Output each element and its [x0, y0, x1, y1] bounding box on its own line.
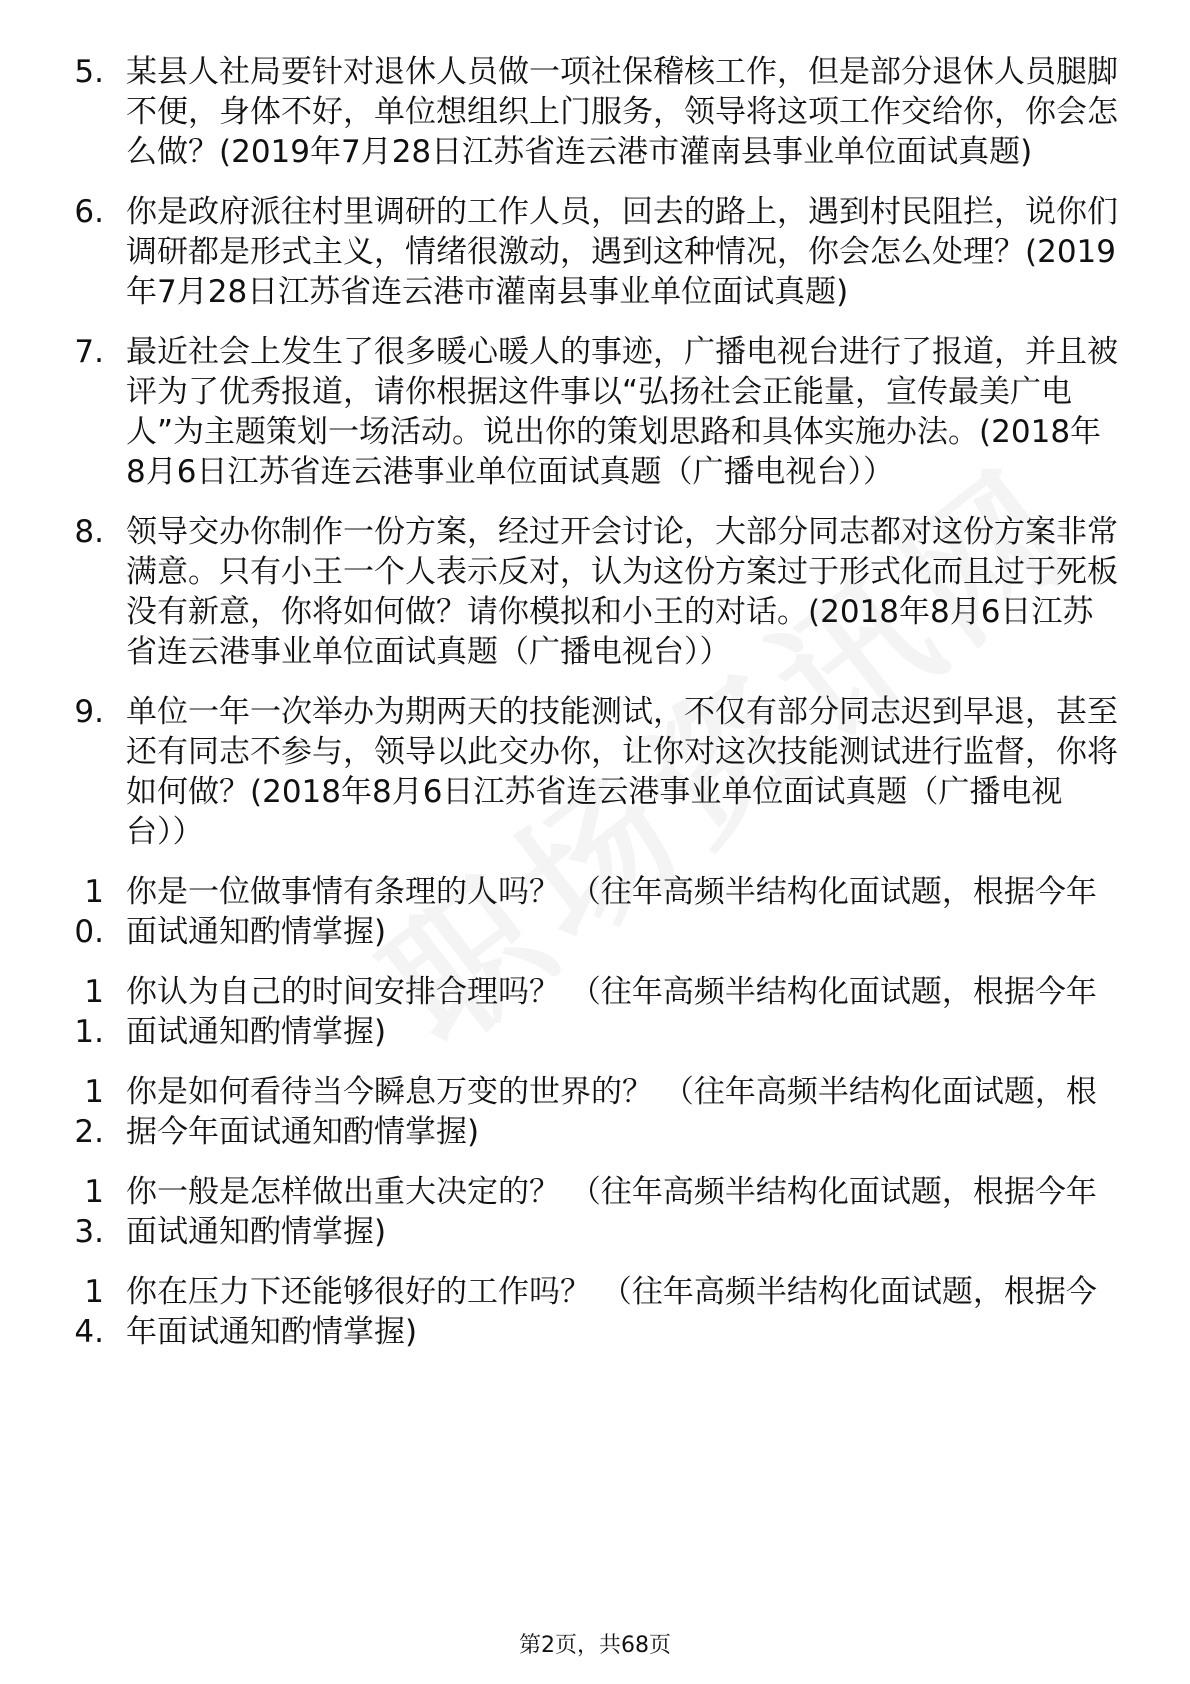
question-number: 7.: [74, 334, 104, 370]
question-number: 12.: [74, 1074, 104, 1150]
question-text: 你认为自己的时间安排合理吗？ （往年高频半结构化面试题，根据今年面试通知酌情掌握): [126, 974, 1097, 1050]
question-number: 10.: [74, 874, 104, 950]
question-item: [60, 692, 1120, 852]
question-item: [60, 972, 1120, 1052]
question-text: 你在压力下还能够很好的工作吗？ （往年高频半结构化面试题，根据今年面试通知酌情掌握): [126, 1274, 1097, 1350]
question-text: 你是如何看待当今瞬息万变的世界的？ （往年高频半结构化面试题，根据今年面试通知酌情掌握): [126, 1074, 1097, 1150]
question-item: [60, 52, 1120, 172]
question-text: 你一般是怎样做出重大决定的？ （往年高频半结构化面试题，根据今年面试通知酌情掌握): [126, 1174, 1097, 1250]
question-item: [60, 332, 1120, 492]
question-number: 13.: [74, 1174, 104, 1250]
question-number: 5.: [74, 54, 104, 90]
question-text: 某县人社局要针对退休人员做一项社保稽核工作，但是部分退休人员腿脚不便，身体不好，单位想组织上门服务，领导将这项工作交给你，你会怎么做？(2019年7月28日江苏省连云港市灌南县事业单位面试真题): [126, 54, 1118, 170]
question-text: 你是政府派往村里调研的工作人员，回去的路上，遇到村民阻拦，说你们调研都是形式主义，情绪很激动，遇到这种情况，你会怎么处理？(2019年7月28日江苏省连云港市灌南县事业单位面试真题): [126, 194, 1118, 310]
question-number: 8.: [74, 514, 104, 550]
question-text: 单位一年一次举办为期两天的技能测试，不仅有部分同志迟到早退，甚至还有同志不参与，领导以此交办你，让你对这次技能测试进行监督，你将如何做？(2018年8月6日江苏省连云港事业单位面试真题（广播电视台））: [126, 694, 1118, 850]
question-number: 11.: [74, 974, 104, 1050]
question-text: 领导交办你制作一份方案，经过开会讨论，大部分同志都对这份方案非常满意。只有小王一个人表示反对，认为这份方案过于形式化而且过于死板没有新意，你将如何做？请你模拟和小王的对话。(2018年8月6日江苏省连云港事业单位面试真题（广播电视台））: [126, 514, 1118, 670]
question-item: [60, 1172, 1120, 1252]
question-number: 9.: [74, 694, 104, 730]
question-number: 14.: [74, 1274, 104, 1350]
page-number-label: 第2页，共68页: [519, 1633, 671, 1658]
question-text: 最近社会上发生了很多暖心暖人的事迹，广播电视台进行了报道，并且被评为了优秀报道，请你根据这件事以“弘扬社会正能量，宣传最美广电人”为主题策划一场活动。说出你的策划思路和具体实施办法。(2018年8月6日江苏省连云港事业单位面试真题（广播电视台））: [126, 334, 1118, 490]
question-item: [60, 192, 1120, 312]
question-item: [60, 512, 1120, 672]
question-item: [60, 872, 1120, 952]
question-item: [60, 1072, 1120, 1152]
page-footer: [0, 1632, 1190, 1660]
question-number: 6.: [74, 194, 104, 230]
question-item: [60, 1272, 1120, 1352]
question-text: 你是一位做事情有条理的人吗？ （往年高频半结构化面试题，根据今年面试通知酌情掌握): [126, 874, 1097, 950]
question-list: [60, 52, 1120, 1372]
